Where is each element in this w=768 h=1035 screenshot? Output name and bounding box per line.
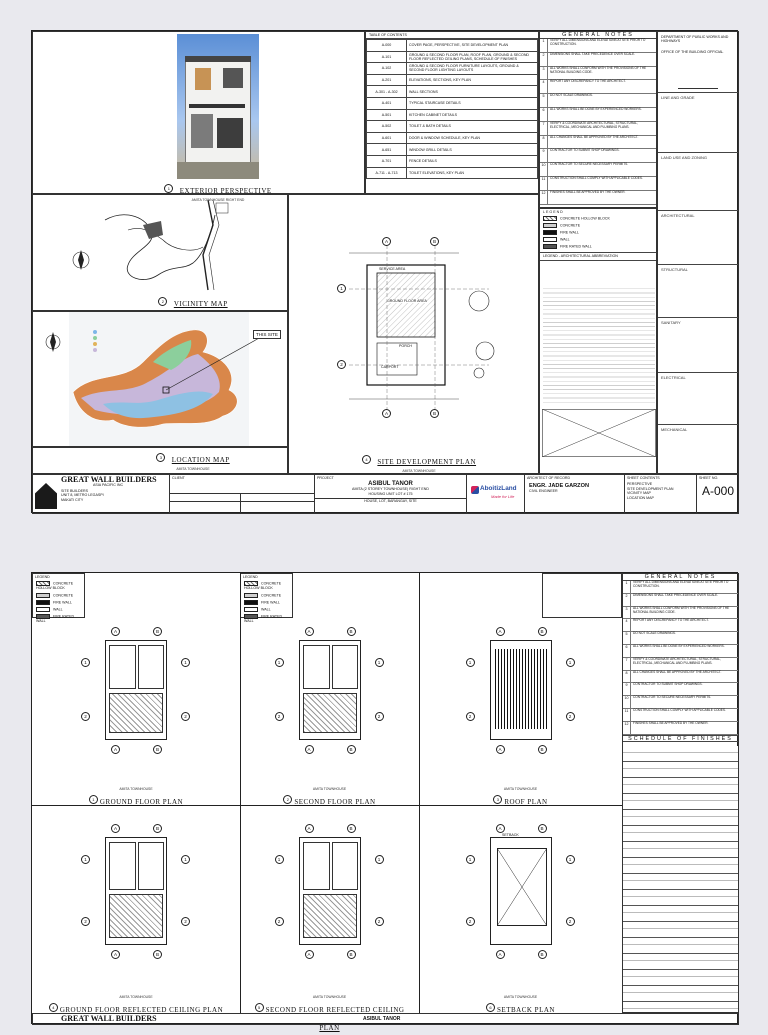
- legend-label: FIRE WALL: [560, 230, 579, 235]
- approval-section: LAND USE AND ZONING: [658, 152, 738, 162]
- schedule-of-finishes: [623, 746, 738, 1012]
- brand-tagline: Made for Life: [491, 494, 515, 499]
- note-text: CONTRACTOR TO SECURE NECESSARY PERMITS.: [550, 162, 629, 167]
- location-title: LOCATION MAP: [171, 456, 230, 464]
- toc-row: [367, 74, 538, 86]
- this-site-label: THIS SITE: [253, 330, 281, 339]
- brand-logo: AboitizLand: [480, 485, 517, 492]
- legend-item: [33, 613, 84, 624]
- legend-box-1: [32, 573, 85, 623]
- company-block: [33, 475, 170, 513]
- plan-title: GROUND FLOOR REFLECTED CEILING PLAN: [59, 1006, 224, 1014]
- plan-number: 5: [255, 1003, 264, 1012]
- legend-item: [540, 222, 656, 229]
- vicinity-title: VICINITY MAP: [173, 300, 228, 308]
- plan-title: SECOND FLOOR PLAN: [294, 798, 376, 806]
- toc-code: A-000: [367, 40, 407, 52]
- cover-sheet: [31, 30, 738, 513]
- title-block: [32, 474, 739, 514]
- note-number: 6: [623, 645, 631, 657]
- note-number: 7: [540, 122, 548, 135]
- note-item: [540, 177, 656, 191]
- note-text: ALL WORKS SHALL CONFORM WITH THE PROVISIONS OF THE NATIONAL BUILDING CODE.: [633, 605, 730, 614]
- legend-item: [33, 592, 84, 599]
- plan-number: 3: [493, 795, 502, 804]
- approval-column: [657, 31, 739, 474]
- plan-number: 2: [283, 795, 292, 804]
- approval-section: SANITARY: [658, 317, 738, 327]
- table-of-contents: [365, 31, 539, 194]
- site-label-service: SERVICE AREA: [379, 267, 406, 271]
- project-name: ASIBUL TANOR: [368, 481, 413, 488]
- toc-row: [367, 167, 538, 179]
- approval-header: DEPARTMENT OF PUBLIC WORKS AND HIGHWAYS: [661, 35, 729, 44]
- site-development-panel: 1 2 A B A B SERVICE AREA GROUND FLOOR AREA PORCH CARPORT 4 SITE DEVELOPMENT PLAN AMITA TOWNHOUSE: [288, 194, 539, 474]
- legend-label: CONCRETE: [560, 223, 581, 228]
- legend-item: [241, 613, 292, 624]
- legend-label: WALL: [560, 237, 570, 242]
- note-item: [540, 108, 656, 122]
- note-number: 8: [623, 671, 631, 683]
- approval-section: ARCHITECTURAL: [658, 210, 738, 220]
- toc-row: [367, 97, 538, 109]
- toc-title: WINDOW GRILL DETAILS: [407, 144, 538, 156]
- legend-item: [33, 580, 84, 591]
- approval-section: ELECTRICAL: [658, 372, 738, 382]
- general-notes-header-2: GENERAL NOTES: [623, 574, 738, 581]
- general-notes: [539, 31, 657, 208]
- legend-item: [540, 229, 656, 236]
- note-number: 9: [540, 149, 548, 162]
- toc-row: [367, 155, 538, 167]
- note-number: 3: [623, 607, 631, 619]
- toc-header: TABLE OF CONTENTS: [366, 32, 538, 39]
- note-item: [540, 136, 656, 150]
- toc-title: GROUND & SECOND FLOOR FURNITURE LAYOUTS, GROUND & SECOND FLOOR LIGHTING LAYOUTS: [407, 63, 538, 75]
- legend-swatch: [36, 593, 50, 598]
- legend-label: FIRE WALL: [53, 600, 72, 605]
- toc-row: [367, 144, 538, 156]
- legend-box-2: [240, 573, 293, 623]
- toc-code: A-701: [367, 155, 407, 167]
- approval-subheader: OFFICE OF THE BUILDING OFFICIAL: [661, 49, 724, 54]
- note-number: 11: [623, 709, 631, 721]
- brand-block: [467, 475, 525, 513]
- toc-title: TOILET ELEVATIONS, KEY PLAN: [407, 167, 538, 179]
- plan-number: 6: [486, 1003, 495, 1012]
- project-name-2: ASIBUL TANOR: [363, 1016, 401, 1022]
- note-text: REPORT ANY DISCREPANCY TO THE ARCHITECT.: [633, 618, 709, 623]
- approval-section: STRUCTURAL: [658, 264, 738, 274]
- plan-subtitle: AMITA TOWNHOUSE: [119, 787, 153, 791]
- project-lot: HOUSING UNIT LOT # 175: [368, 491, 413, 496]
- legend-panel: [539, 208, 657, 474]
- note-number: 10: [623, 696, 631, 708]
- legend-header-2: LEGEND: [243, 575, 258, 579]
- client-block: [170, 475, 315, 513]
- legend-label: CONCRETE: [53, 593, 74, 598]
- legend-swatch: [543, 230, 557, 235]
- schedule-header: SCHEDULE OF FINISHES: [623, 735, 738, 742]
- toc-row: [367, 121, 538, 133]
- legend-swatch: [543, 223, 557, 228]
- floor-plans-sheet: LEGEND CONCRETE HOLLOW BLOCK CONCRETE FIRE WALL WALL FIRE RATED WALL LEGEND CONCRETE HOLLOW BLOCK CONCRETE FIRE WALL WALL FIRE RATED WALL A B A B 1 2 1 2 AMITA TOWNHOUSE 1 GROUND FLOOR PLAN A B A B 1 2 1 2 AMITA TOWNHOUSE 2 SECOND FLOOR PLAN A B A B 1 2 1 2 AMITA TOWNHOUSE 3 ROOF PLAN A B A B 1 2 1 2 AMITA TOWNHOUSE 4 GROUND FLOOR REFLECTED CEILING PLAN A B A B 1 2 1 2 AMITA TOWNHOUSE 5 SECOND FLOOR REFLECTED CEILING PLAN A B A B 1 2 1 2 AMITA TOWNHOUSE 6 SETBACK PLAN SETBACK GENERAL NOTES 1 VERIFY ALL DIMENSIONS AND ELEVATIONS AT SITE PRIOR TO CONSTRUCTION. 2 DIMENSIONS SHALL TAKE PRECEDENCE OVER SCALE. 3 ALL WORKS SHALL CONFORM WITH THE PROVISIONS OF THE NATIONAL BUILDING CODE. 4 REPORT ANY DISCREPANCY TO THE ARCHITECT. 5 DO NOT SCALE DRAWINGS. 6 ALL WORKS SHALL BE DONE BY EXPERIENCED WORKERS. 7 VERIFY & COORDINATE ARCHITECTURAL, STRUCTURAL, ELECTRICAL, MECHANICAL AND PLUMBING PLANS. 8 ALL CHANGES SHALL BE APPROVED BY THE ARCHITECT. 9 CONTRACTOR TO SUBMIT SHOP DRAWINGS. 10 CONTRACTOR TO SECURE NECESSARY PERMITS. 11 CONSTRUCTION SHALL COMPLY WITH APPLICABLE CODES. 12 FINISHES SHALL BE APPROVED BY THE OWNER. SCHEDULE OF FINISHES GREAT WALL BUILDERS ASIBUL TANOR: [31, 572, 738, 1024]
- note-number: 12: [623, 722, 631, 734]
- sheet-contents-block: [625, 475, 697, 513]
- toc-row: [367, 40, 538, 52]
- company-name: GREAT WALL BUILDERS: [61, 475, 157, 484]
- legend-item: [241, 599, 292, 606]
- plan-title-block: [244, 787, 415, 809]
- approval-box-2: [542, 573, 622, 618]
- vicinity-map-panel: 2 VICINITY MAP: [32, 194, 288, 311]
- note-item: [540, 191, 656, 205]
- note-text: VERIFY ALL DIMENSIONS AND ELEVATIONS AT SITE PRIOR TO CONSTRUCTION.: [633, 580, 729, 588]
- project-label: PROJECT: [317, 476, 334, 480]
- note-text: VERIFY ALL DIMENSIONS AND ELEVATIONS AT SITE PRIOR TO CONSTRUCTION.: [550, 38, 646, 46]
- note-number: 12: [540, 191, 548, 204]
- plan-subtitle: AMITA TOWNHOUSE: [312, 787, 347, 791]
- general-notes-header: GENERAL NOTES: [540, 32, 656, 39]
- note-text: REPORT ANY DISCREPANCY TO THE ARCHITECT.: [550, 79, 626, 84]
- project-location: HOUSE, LOT, BARANGAY, SITE: [315, 498, 466, 503]
- note-text: VERIFY & COORDINATE ARCHITECTURAL, STRUCTURAL, ELECTRICAL, MECHANICAL AND PLUMBING PLANS.: [550, 120, 638, 129]
- toc-code: A-711 - A-713: [367, 167, 407, 179]
- client-label: CLIENT: [172, 476, 185, 480]
- note-item: [623, 581, 738, 594]
- title-block-2: [32, 1013, 739, 1025]
- legend-label: CONCRETE HOLLOW BLOCK: [560, 216, 610, 221]
- toc-title: COVER PAGE, PERSPECTIVE, SITE DEVELOPMENT PLAN: [407, 40, 538, 52]
- toc-row: [367, 109, 538, 121]
- plan-number: 1: [89, 795, 98, 804]
- plan-title-block: [423, 787, 618, 809]
- plan-subtitle: AMITA TOWNHOUSE: [503, 995, 538, 999]
- plan-title: SECOND FLOOR REFLECTED CEILING PLAN: [265, 1006, 405, 1032]
- legend-label: CONCRETE HOLLOW BLOCK: [36, 581, 74, 591]
- legend-swatch: [543, 237, 557, 242]
- legend-item: [241, 606, 292, 613]
- note-text: ALL CHANGES SHALL BE APPROVED BY THE ARCHITECT.: [633, 669, 722, 674]
- plan-title: ROOF PLAN: [504, 798, 548, 806]
- toc-title: ELEVATIONS, SECTIONS, KEY PLAN: [407, 74, 538, 86]
- note-text: FINISHES SHALL BE APPROVED BY THE OWNER.: [550, 189, 626, 194]
- legend-label: FIRE WALL: [261, 600, 280, 605]
- note-number: 5: [623, 632, 631, 644]
- site-plan-title: SITE DEVELOPMENT PLAN: [377, 458, 477, 466]
- site-development-plan: [289, 195, 540, 445]
- setback-label: SETBACK: [502, 833, 519, 837]
- sheet-number-block: [697, 475, 739, 513]
- legend-item: [33, 599, 84, 606]
- note-item: [623, 709, 738, 722]
- toc-code: A-601: [367, 132, 407, 144]
- legend-swatch: [244, 600, 258, 605]
- toc-code: A-651: [367, 144, 407, 156]
- site-label-porch: PORCH: [399, 344, 412, 348]
- note-number: 10: [540, 163, 548, 176]
- legend-label: WALL: [53, 607, 63, 612]
- note-number: 8: [540, 136, 548, 149]
- location-map: [33, 312, 289, 448]
- sheet-contents: PERSPECTIVE SITE DEVELOPMENT PLAN VICINITY MAP LOCATION MAP: [627, 482, 674, 500]
- legend-swatch: [36, 607, 50, 612]
- legend-list: [540, 215, 656, 250]
- toc-code: A-301 - A-302: [367, 86, 407, 98]
- legend-item: [241, 592, 292, 599]
- note-text: CONTRACTOR TO SECURE NECESSARY PERMITS.: [633, 695, 712, 700]
- toc-title: FENCE DETAILS: [407, 155, 538, 167]
- plan-subtitle: AMITA TOWNHOUSE: [503, 787, 538, 791]
- legend-item: [33, 606, 84, 613]
- note-number: 2: [623, 594, 631, 606]
- project-block: [315, 475, 467, 513]
- note-number: 3: [540, 67, 548, 80]
- plan-subtitle: AMITA TOWNHOUSE: [312, 995, 347, 999]
- legend-header: LEGEND: [35, 575, 50, 579]
- site-plan-subtitle: AMITA TOWNHOUSE: [402, 469, 436, 473]
- toc-row: [367, 51, 538, 63]
- company-name-2: GREAT WALL BUILDERS: [61, 1014, 157, 1023]
- note-text: ALL CHANGES SHALL BE APPROVED BY THE ARCHITECT.: [550, 134, 639, 139]
- legend-swatch: [543, 216, 557, 221]
- legend-item: [540, 243, 656, 250]
- approval-section: LINE AND GRADE: [658, 92, 738, 102]
- engineer-name: ENGR. JADE GARZON: [529, 483, 589, 490]
- engineer-block: [525, 475, 625, 513]
- notes-list: [540, 39, 656, 205]
- note-text: DO NOT SCALE DRAWINGS.: [633, 631, 676, 636]
- note-number: 2: [540, 53, 548, 66]
- legend-swatch: [244, 607, 258, 612]
- legend-label: FIRE RATED WALL: [36, 614, 75, 623]
- sheet-contents-label: SHEET CONTENTS: [627, 476, 660, 480]
- note-text: CONTRACTOR TO SUBMIT SHOP DRAWINGS.: [550, 148, 620, 153]
- perspective-panel: 1 EXTERIOR PERSPECTIVE AMITA TOWNHOUSE RIGHT END: [32, 31, 365, 194]
- toc-title: WALL SECTIONS: [407, 86, 538, 98]
- toc-title: DOOR & WINDOW SCHEDULE, KEY PLAN: [407, 132, 538, 144]
- legend-item: [241, 580, 292, 591]
- plan-title: SETBACK PLAN: [497, 1006, 555, 1014]
- note-number: 9: [623, 683, 631, 695]
- note-text: DIMENSIONS SHALL TAKE PRECEDENCE OVER SCALE.: [550, 51, 636, 56]
- engineer-label: ARCHITECT OF RECORD: [527, 476, 571, 480]
- note-number: 1: [540, 39, 548, 52]
- note-text: CONTRACTOR TO SUBMIT SHOP DRAWINGS.: [633, 682, 703, 687]
- note-text: DO NOT SCALE DRAWINGS.: [550, 93, 593, 98]
- note-item: [540, 39, 656, 53]
- note-text: FINISHES SHALL BE APPROVED BY THE OWNER.: [633, 720, 709, 725]
- plan-subtitle: AMITA TOWNHOUSE: [119, 995, 153, 999]
- legend-header: LEGEND: [543, 210, 564, 214]
- legend-swatch: [36, 600, 50, 605]
- note-item: [540, 67, 656, 81]
- legend-swatch: [244, 593, 258, 598]
- abbreviation-list: [543, 285, 655, 405]
- sheet-number-label: SHEET NO.: [699, 476, 719, 480]
- notes-column-2: [622, 573, 739, 1013]
- note-number: 11: [540, 177, 548, 190]
- note-text: ALL WORKS SHALL BE DONE BY EXPERIENCED WORKERS.: [550, 106, 642, 111]
- site-label-ground-floor: GROUND FLOOR AREA: [387, 299, 427, 303]
- perspective-image: [177, 34, 259, 179]
- note-text: CONSTRUCTION SHALL COMPLY WITH APPLICABLE CODES.: [633, 707, 726, 712]
- toc-row: [367, 132, 538, 144]
- vicinity-map: [33, 195, 289, 295]
- note-item: [623, 645, 738, 658]
- note-text: VERIFY & COORDINATE ARCHITECTURAL, STRUCTURAL, ELECTRICAL, MECHANICAL AND PLUMBING PLANS.: [633, 656, 721, 665]
- approval-section: MECHANICAL: [658, 424, 738, 434]
- toc-title: GROUND & SECOND FLOOR PLAN, ROOF PLAN, GROUND & SECOND FLOOR REFLECTED CEILING PLANS, SCHEDULE OF FINISHES: [407, 51, 538, 63]
- company-logo-icon: [35, 483, 57, 509]
- aboitiz-logo-icon: [471, 486, 479, 494]
- plan-title-block: [36, 787, 236, 809]
- note-item: [540, 53, 656, 67]
- location-subtitle: AMITA TOWNHOUSE: [176, 467, 210, 471]
- note-item: [623, 658, 738, 671]
- project-description: AMITA (2 STOREY TOWNHOUSE) RIGHT END: [352, 487, 429, 492]
- note-number: 7: [623, 658, 631, 670]
- site-label-carport: CARPORT: [381, 365, 399, 369]
- note-text: CONSTRUCTION SHALL COMPLY WITH APPLICABLE CODES.: [550, 175, 643, 180]
- note-number: 6: [540, 108, 548, 121]
- legend-item: [540, 236, 656, 243]
- toc-code: A-501: [367, 109, 407, 121]
- note-item: [540, 149, 656, 163]
- perspective-subtitle: AMITA TOWNHOUSE RIGHT END: [191, 198, 245, 202]
- note-item: [540, 163, 656, 177]
- note-item: [623, 594, 738, 607]
- legend-item: [540, 215, 656, 222]
- toc-row: [367, 63, 538, 75]
- toc-title: TOILET & BATH DETAILS: [407, 121, 538, 133]
- plan-number: 4: [49, 1003, 58, 1012]
- toc-code: A-101: [367, 51, 407, 63]
- note-number: 4: [623, 619, 631, 631]
- location-map-panel: THIS SITE 3 LOCATION MAP AMITA TOWNHOUSE: [32, 311, 288, 447]
- legend-label: FIRE RATED WALL: [560, 244, 592, 249]
- sheet-number: A-000: [701, 484, 735, 499]
- toc-row: [367, 86, 538, 98]
- toc-code: A-201: [367, 74, 407, 86]
- plan-title: GROUND FLOOR PLAN: [99, 798, 184, 806]
- toc-code: A-102: [367, 63, 407, 75]
- note-number: 1: [623, 581, 631, 593]
- legend-label: CONCRETE: [261, 593, 282, 598]
- note-text: ALL WORKS SHALL BE DONE BY EXPERIENCED WORKERS.: [633, 643, 725, 648]
- note-item: [623, 722, 738, 735]
- engineer-title: CIVIL ENGINEER: [529, 489, 558, 494]
- toc-title: TYPICAL STAIRCASE DETAILS: [407, 97, 538, 109]
- seal-placeholder: [542, 409, 656, 457]
- company-subname: ASIA PACIFIC INC: [93, 483, 124, 487]
- toc-table: [366, 39, 538, 179]
- note-item: [540, 94, 656, 108]
- note-number: 5: [540, 94, 548, 107]
- note-item: [540, 80, 656, 94]
- legend-label: FIRE RATED WALL: [244, 614, 283, 623]
- toc-code: A-401: [367, 97, 407, 109]
- note-item: [540, 122, 656, 136]
- note-text: ALL WORKS SHALL CONFORM WITH THE PROVISIONS OF THE NATIONAL BUILDING CODE.: [550, 65, 647, 74]
- note-text: DIMENSIONS SHALL TAKE PRECEDENCE OVER SCALE.: [633, 592, 719, 597]
- note-number: 4: [540, 80, 548, 93]
- toc-title: KITCHEN CABINET DETAILS: [407, 109, 538, 121]
- perspective-title: EXTERIOR PERSPECTIVE: [179, 187, 272, 195]
- legend-label: CONCRETE HOLLOW BLOCK: [244, 581, 282, 591]
- company-address: SITE BUILDERS UNIT 8, METRO LEGASPI MAKATI CITY: [61, 489, 104, 502]
- legend-label: WALL: [261, 607, 271, 612]
- toc-code: A-502: [367, 121, 407, 133]
- abbreviation-header: LEGEND - ARCHITECTURAL ABBREVIATION: [540, 252, 656, 260]
- legend-swatch: [543, 244, 557, 249]
